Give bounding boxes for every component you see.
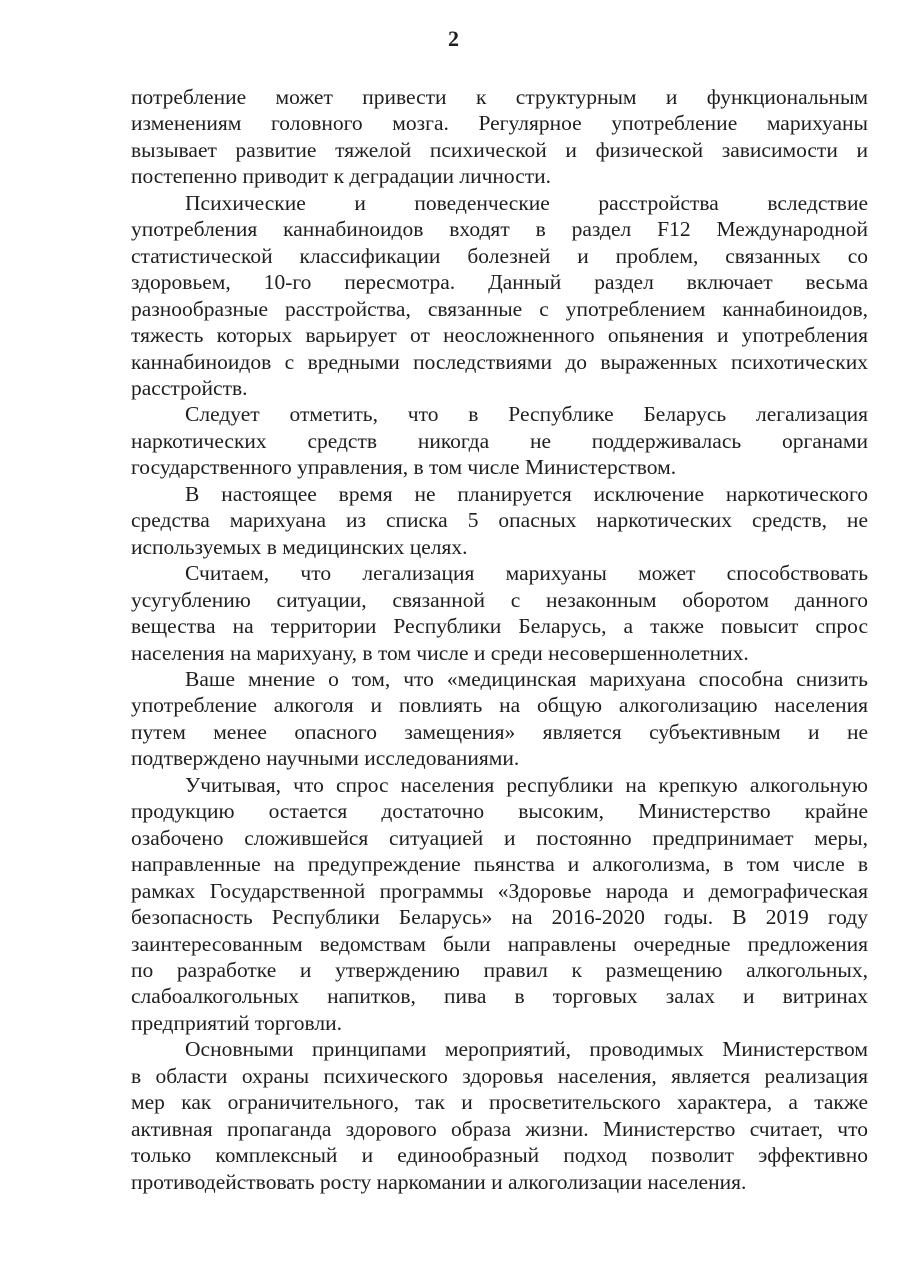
text-line: путем менее опасного замещения» является субъективным и не bbox=[131, 719, 868, 744]
text-line: наркотических средств никогда не поддерживалась органами bbox=[131, 428, 868, 453]
text-line: озабочено сложившейся ситуацией и постоянно предпринимает меры, bbox=[131, 825, 868, 850]
text-line: Считаем, что легализация марихуаны может способствовать bbox=[185, 561, 868, 586]
text-line: противодействовать росту наркомании и алкоголизации населения. bbox=[131, 1169, 747, 1194]
text-line: употребления каннабиноидов входят в раздел F12 Международной bbox=[131, 217, 868, 242]
text-line: статистической классификации болезней и проблем, связанных со bbox=[131, 243, 868, 268]
paragraph bbox=[131, 84, 868, 190]
text-line: по разработке и утверждению правил к размещению алкогольных, bbox=[131, 957, 868, 982]
paragraph bbox=[131, 190, 868, 402]
text-line: рамках Государственной программы «Здоровье народа и демографическая bbox=[131, 878, 868, 903]
text-line: расстройств. bbox=[131, 375, 248, 400]
text-line: мер как ограничительного, так и просветительского характера, а также bbox=[131, 1090, 868, 1115]
text-line: употребление алкоголя и повлиять на общую алкоголизацию населения bbox=[131, 693, 868, 718]
text-line: вещества на территории Республики Беларусь, а также повысит спрос bbox=[131, 614, 868, 639]
text-line: разнообразные расстройства, связанные с употреблением каннабиноидов, bbox=[131, 296, 868, 321]
text-line: Психические и поведенческие расстройства вследствие bbox=[185, 190, 868, 215]
text-line: подтверждено научными исследованиями. bbox=[131, 746, 520, 771]
paragraph bbox=[131, 560, 868, 666]
text-line: активная пропаганда здорового образа жизни. Министерство считает, что bbox=[131, 1116, 868, 1141]
paragraph bbox=[131, 1036, 868, 1195]
text-line: только комплексный и единообразный подход позволит эффективно bbox=[131, 1143, 868, 1168]
text-line: населения на марихуану, в том числе и среди несовершеннолетних. bbox=[131, 640, 749, 665]
text-line: средства марихуана из списка 5 опасных наркотических средств, не bbox=[131, 508, 868, 533]
text-line: В настоящее время не планируется исключение наркотического bbox=[185, 481, 868, 506]
text-line: слабоалкогольных напитков, пива в торговых залах и витринах bbox=[131, 984, 868, 1009]
paragraph bbox=[131, 401, 868, 480]
document-body bbox=[131, 84, 868, 1195]
text-line: Следует отметить, что в Республике Беларусь легализация bbox=[185, 402, 868, 427]
text-line: Учитывая, что спрос населения республики на крепкую алкогольную bbox=[185, 772, 868, 797]
text-line: здоровьем, 10-го пересмотра. Данный раздел включает весьма bbox=[131, 270, 868, 295]
text-line: в области охраны психического здоровья населения, является реализация bbox=[131, 1063, 868, 1088]
text-line: изменениям головного мозга. Регулярное употребление марихуаны bbox=[131, 111, 868, 136]
text-line: Основными принципами мероприятий, проводимых Министерством bbox=[185, 1037, 868, 1062]
page-number: 2 bbox=[448, 26, 459, 51]
paragraph bbox=[131, 666, 868, 772]
text-line: тяжесть которых варьирует от неосложненного опьянения и употребления bbox=[131, 323, 868, 348]
text-line: направленные на предупреждение пьянства и алкоголизма, в том числе в bbox=[131, 852, 868, 877]
text-line: усугублению ситуации, связанной с незаконным оборотом данного bbox=[131, 587, 868, 612]
text-line: вызывает развитие тяжелой психической и физической зависимости и bbox=[131, 137, 868, 162]
paragraph bbox=[131, 481, 868, 560]
text-line: предприятий торговли. bbox=[131, 1010, 343, 1035]
paragraph bbox=[131, 772, 868, 1037]
text-line: продукцию остается достаточно высоким, Министерство крайне bbox=[131, 799, 868, 824]
text-line: каннабиноидов с вредными последствиями до выраженных психотических bbox=[131, 349, 868, 374]
text-line: Ваше мнение о том, что «медицинская марихуана способна снизить bbox=[185, 666, 868, 691]
text-line: постепенно приводит к деградации личности. bbox=[131, 164, 552, 189]
text-line: заинтересованным ведомствам были направлены очередные предложения bbox=[131, 931, 868, 956]
text-line: государственного управления, в том числе Министерством. bbox=[131, 455, 677, 480]
text-line: используемых в медицинских целях. bbox=[131, 534, 468, 559]
text-line: безопасность Республики Беларусь» на 2016-2020 годы. В 2019 году bbox=[131, 905, 868, 930]
text-line: потребление может привести к структурным и функциональным bbox=[131, 85, 868, 109]
